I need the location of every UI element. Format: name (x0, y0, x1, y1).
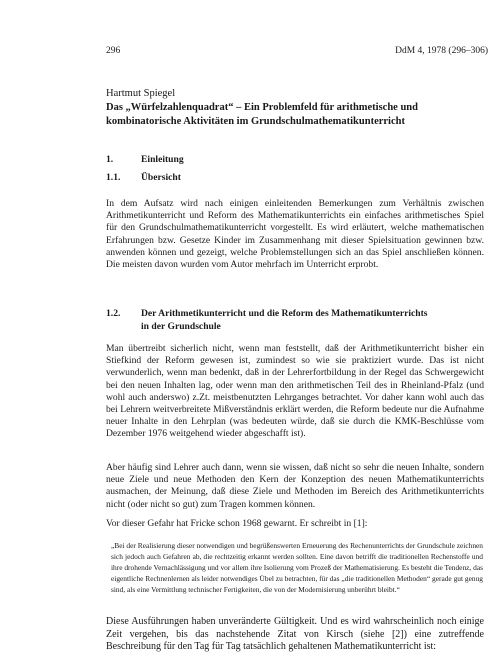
section-heading-1-1 (106, 172, 181, 183)
paragraph-reform: Man übertreibt sicherlich nicht, wenn man feststellt, daß der Arithmetikunterricht bisher ein Stiefkind der Reform gewesen ist, zumindest so wie sie praktiziert wurde. Das ist nicht verwunderlich, wenn man bedenkt, daß in der Lehrerfortbildung in der Regel das Schwergewicht bei den neuen Inhalten lag, oder wenn man den arithmetischen Teil des in Rheinland-Pfalz (und wohl auch anderswo) z.Zt. meistbenutzten Lehrganges betrachtet. Vor daher kann wohl auch das bei Lehrern weitverbreitete Mißverständnis erklärt werden, die Reform bedeute nur die Aufnahme neuer Inhalte in den Lehrplan (was bedeuten würde, daß sie durch die KMK-Beschlüsse vom Dezember 1976 weitgehend wieder abgeschafft ist). (106, 343, 484, 440)
section-title: Übersicht (141, 172, 181, 183)
article-title: Das „Würfelzahlenquadrat“ – Ein Problemfeld für arithmetische und kombinatorische Aktivitäten im Grundschulmathematikunterricht (106, 102, 418, 127)
paragraph-validity: Diese Ausführungen haben unveränderte Gültigkeit. Und es wird wahrscheinlich noch einige Zeit vergehen, bis das nachstehende Zitat von Kirsch (siehe [2]) eine zutreffende Beschreibung für den Tag für Tag tatsächlich gehaltenen Mathematikunterricht ist: (106, 616, 484, 653)
section-title-line2: in der Grundschule (141, 320, 221, 332)
journal-info: DdM 4, 1978 (296–306) (395, 46, 488, 56)
paragraph-teachers: Aber häufig sind Lehrer auch dann, wenn sie wissen, daß nicht so sehr die neuen Inhalte, sondern neue Ziele und neue Methoden den Kern der Konzeption des neuen Mathematikunterrichts ausmachen, der Meinung, daß diese Ziele und Methoden im Bereich des Arithmetikunterrichts nicht (oder nicht so gut) zum Tragen kommen können. (106, 462, 484, 510)
page-number: 296 (106, 46, 121, 56)
section-number: 1.2. (106, 308, 121, 319)
section-title: Einleitung (141, 154, 184, 165)
block-quote: „Bei der Realisierung dieser notwendigen und begrüßenswerten Erneuerung des Rechenunterrichts der Grundschule zeichnen sich jedoch auch Gefahren ab, die rechtzeitig erkannt werden sollten. Eine davon betrifft die traditionellen Rechenstoffe und ihre drohende Vernachlässigung und vor allem ihre Isolierung vom Prozeß der Mathematisierung. Es besteht die Tendenz, das eigentliche Rechnenlernen als leider notwendiges Übel zu betrachten, für das „die traditionellen Methoden“ gerade gut genug sind, als eine Vermittlung technischer Fertigkeiten, die von der Modernisierung unberührt bleibt.“ (111, 541, 483, 594)
section-title: Der Arithmetikunterricht und die Reform des Mathematikunterrichts (141, 308, 428, 319)
section-number: 1.1. (106, 172, 121, 183)
paragraph-overview: In dem Aufsatz wird nach einigen einleitenden Bemerkungen zum Verhältnis zwischen Arithmetikunterricht und Reform des Mathematikunterrichts ein einfaches arithmetisches Spiel für den Grundschulmathematikunterricht vorgestellt. Es wird erläutert, welche mathematischen Erfahrungen bzw. Gesetze Kinder im Zusammenhang mit dieser Spielsituation gewinnen bzw. anwenden können und gezeigt, welche Problemstellungen sich an das Spiel anschließen können. Die meisten davon wurden vom Autor mehrfach im Unterricht erprobt. (106, 198, 484, 271)
section-heading-1 (106, 154, 184, 165)
author-name: Hartmut Spiegel (106, 88, 176, 99)
section-number: 1. (106, 154, 114, 165)
section-heading-1-2 (106, 308, 428, 333)
paragraph-fricke: Vor dieser Gefahr hat Fricke schon 1968 gewarnt. Er schreibt in [1]: (106, 518, 368, 529)
